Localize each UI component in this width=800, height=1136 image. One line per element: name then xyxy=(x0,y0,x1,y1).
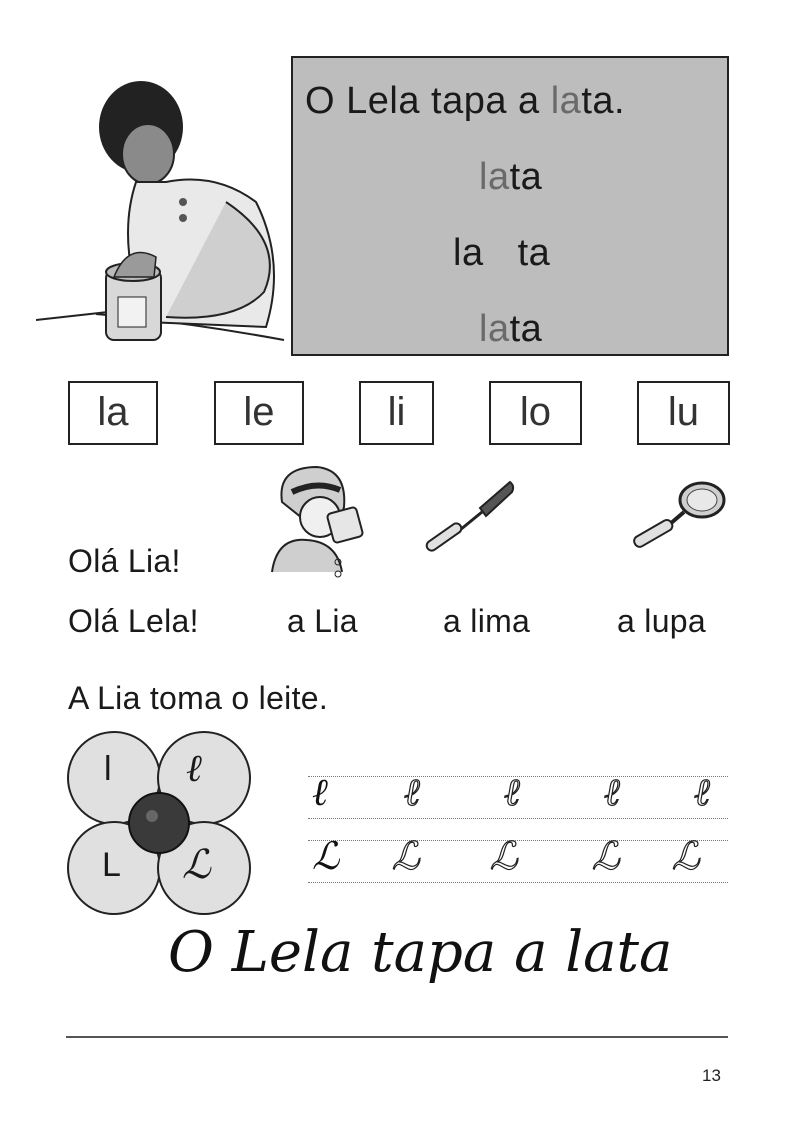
flower-letter-cursive-l: ℓ xyxy=(186,746,202,790)
bottom-divider xyxy=(66,1036,728,1038)
syllable-box-le: le xyxy=(214,381,304,445)
cursive-sentence: O Lela tapa a lata xyxy=(168,920,673,985)
flower-letter-l: l xyxy=(104,750,112,788)
box-word: lata xyxy=(479,156,543,198)
practice-letter-L-trace: ℒ xyxy=(392,834,420,878)
flower-letter-L: L xyxy=(102,846,121,884)
box-word-repeat: lata xyxy=(479,308,543,350)
caption-file: a lima xyxy=(443,603,531,639)
guide-line xyxy=(308,818,728,819)
practice-letter-l-trace: ℓ xyxy=(694,770,710,814)
magnifier-icon xyxy=(628,478,728,553)
syllable-box-li: li xyxy=(359,381,434,445)
practice-letter-L: ℒ xyxy=(312,834,340,878)
sentence: A Lia toma o leite. xyxy=(68,680,329,716)
caption-girl: a Lia xyxy=(287,603,358,639)
flower-icon xyxy=(64,728,254,918)
girl-drinking-illustration xyxy=(262,462,372,582)
syllable-box-la: la xyxy=(68,381,158,445)
practice-letter-L-trace: ℒ xyxy=(672,834,700,878)
syllable-box-lu: lu xyxy=(637,381,730,445)
caption-magnifier: a lupa xyxy=(617,603,706,639)
box-syllables: la ta xyxy=(453,232,551,274)
greeting-line-1: Olá Lia! xyxy=(68,543,181,579)
flower-letter-cursive-L: ℒ xyxy=(182,842,211,888)
syllable-box-lo: lo xyxy=(489,381,582,445)
lesson-text-box xyxy=(291,56,729,356)
guide-line xyxy=(308,840,728,841)
greeting-line-2: Olá Lela! xyxy=(68,603,199,639)
file-tool-icon xyxy=(420,478,515,558)
boy-illustration xyxy=(36,72,286,352)
practice-letter-l-trace: ℓ xyxy=(404,770,420,814)
practice-letter-l-trace: ℓ xyxy=(604,770,620,814)
practice-letter-L-trace: ℒ xyxy=(490,834,518,878)
guide-line xyxy=(308,882,728,883)
practice-letter-l-trace: ℓ xyxy=(504,770,520,814)
practice-letter-l: ℓ xyxy=(312,770,328,814)
box-sentence: O Lela tapa a lata. xyxy=(305,80,626,122)
practice-letter-L-trace: ℒ xyxy=(592,834,620,878)
page-number: 13 xyxy=(702,1066,721,1085)
